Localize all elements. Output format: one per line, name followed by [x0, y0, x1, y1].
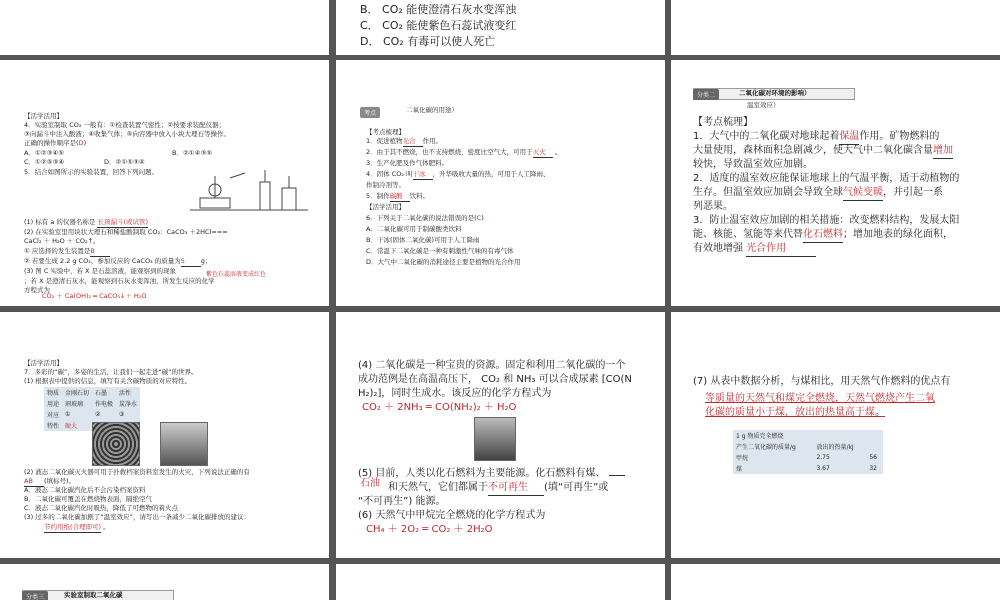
category-tag: 分类三	[22, 591, 48, 600]
q5-3: (3) 图 C 实验中，若 X 是石蕊溶液，能观察到的现象	[24, 267, 177, 275]
category-title: 实验室制取二氧化碳	[64, 591, 123, 599]
para-3b: 能、核能、氢能等来代替化石燃料；增加地表的绿化面积，	[693, 228, 953, 243]
section-tag: 考点	[360, 107, 380, 118]
para-3a: 3．防止温室效应加剧的相关措施：改变燃料结构，发展太阳	[693, 215, 960, 226]
slide-carbon-world	[0, 312, 329, 558]
q6-option-b: B．干冰(固体二氧化碳)可用于人工降雨	[366, 236, 480, 244]
lab-apparatus-diagram	[190, 168, 310, 216]
para-2c: 列恶果。	[693, 201, 733, 212]
use-4b: 作制冷剂等。	[366, 181, 405, 189]
slide-fuel-compare	[671, 312, 1000, 558]
q5-1: (1) 标有 a 的仪器名称是 长颈漏斗(或试管)	[24, 218, 149, 226]
use-2: 2．由于其不燃烧，也不支持燃烧，密度比空气大，可用于灭火 。	[366, 148, 562, 156]
q7-option-b: B．二氧化碳可覆盖在燃烧物表面，隔绝空气	[24, 495, 152, 503]
use-5: 5．制作碳酸 饮料。	[366, 192, 430, 200]
slide-top-right	[671, 0, 1000, 55]
q5-3b: ；若 X 是澄清石灰水，能观察到石灰水变浑浊，所发生反应的化学	[24, 277, 215, 285]
q5-2d: ② 若要生成 2.2 g CO₂，参加反应的 CaCO₃ 的质量为5 g；	[24, 257, 212, 265]
q5-text: (5) 目前，人类以化石燃料为主要能源。化石燃料有煤、	[358, 467, 625, 481]
section-title: 温室效应）	[747, 101, 780, 109]
q4-text: 4．实验室制取 CO₂ 一般有：①检查装置气密性；②按要求装配仪器；	[24, 121, 226, 129]
section-title: 【活学活用】	[24, 359, 63, 367]
q4-text-2: ③向漏斗中注入酸液；④收集气体；⑤向容器中放入小块大理石等操作。	[24, 130, 230, 138]
slide-co2-resource	[336, 312, 665, 558]
q6-option-c: C．常温下二氧化碳是一种有刺激性气味的有毒气体	[366, 247, 514, 255]
table-row: 物质 金刚石切 石墨 活性	[47, 390, 132, 397]
use-3: 3．生产化肥及作气体肥料。	[366, 159, 449, 167]
para-1c: 较快，导致温室效应加剧。	[693, 159, 813, 170]
q5-answer: 石油	[360, 478, 380, 489]
q5-text-3: “不可再生”) 能源。	[358, 496, 446, 507]
q5-3-answer: 紫色石蕊溶液变成红色	[206, 271, 267, 278]
q7-option-a: A．液态二氧化碳汽化后不会污染档案资料	[24, 486, 146, 494]
q4-option-b: B．②①④③⑤	[172, 149, 213, 157]
slide-top-left	[0, 0, 329, 55]
q7-2b: AB (填标号)。	[24, 477, 76, 485]
q4-text-2: 成功范例是在高温高压下， CO₂ 和 NH₃ 可以合成尿素 [CO(N	[358, 374, 632, 385]
para-3c: 有效地增强 光合作用	[693, 242, 816, 257]
table-row: 甲烷 2.75 56	[736, 454, 877, 462]
option-d: D． CO₂ 有毒可以使人死亡	[360, 35, 496, 48]
q7-1-text: (1) 根据表中提供的信息，填写有关含碳物质的对应特性。	[24, 377, 192, 385]
slide-bottom-right	[671, 564, 1000, 600]
subsection-title: 【考点梳理】	[693, 117, 753, 128]
q7-answer-2: 化碳的质量小于煤，放出的热量高于煤。	[705, 407, 885, 418]
graphite-image	[160, 422, 208, 466]
q4-text: (4) 二氧化碳是一种宝贵的资源。固定和利用二氧化碳的一个	[358, 360, 626, 371]
para-1a: 1．大气中的二氧化碳对地球起着保温作用。矿物燃料的	[693, 130, 939, 145]
option-b: B． CO₂ 能使澄清石灰水变浑浊	[360, 3, 517, 16]
q5-text: 5．结合如图所示的实验装置，回答下列问题。	[24, 168, 159, 176]
slide-co2-uses	[336, 60, 665, 306]
q6-option-d: D．大气中二氧化碳的消耗途径主要是植物的光合作用	[366, 258, 521, 266]
q6-text: (6) 天然气中甲烷完全燃烧的化学方程式为	[358, 510, 546, 521]
q7-3: (3) 过多的二氧化碳加剧了“温室效应”，请写出一条减少二氧化碳排放的建议：	[24, 513, 251, 521]
q7-answer: 等质量的天然气和煤完全燃烧，天然气燃烧产生二氧	[705, 393, 935, 404]
q5-2c-answer: B	[90, 247, 110, 257]
q7-text: (7) 从表中数据分析，与煤相比，用天然气作燃料的优点有	[693, 376, 951, 387]
option-c: C． CO₂ 能使紫色石蕊试液变红	[360, 19, 517, 32]
slide-co2-environment	[671, 60, 1000, 306]
q4-option-d: D．②①⑤③④	[104, 158, 145, 166]
subsection-title: 【考点梳理】	[366, 128, 405, 136]
q5-3c: 方程式为	[24, 286, 50, 294]
q5-3c-answer: CO₂ ＋ Ca(OH)₂ ═ CaCO₃↓＋ H₂O	[42, 292, 147, 300]
table-row: 用途 割玻璃 作电极 炭净水	[47, 401, 138, 408]
q6-option-a: A．二氧化碳可用于制碳酸类饮料	[366, 225, 462, 233]
q4-option-c: C．①②⑤③④	[24, 158, 65, 166]
table-row: 特性 硬大	[47, 423, 78, 430]
slide-bottom-left	[0, 564, 329, 600]
q4-option-a: A．①②③④⑤	[24, 149, 65, 157]
table-row: 产生二氧化碳的质量/g 放出的热量/kJ	[736, 444, 854, 451]
q5-2: (2) 在实验室里用块状大理石和稀盐酸制取 CO₂：CaCO₃ ＋2HCl===	[24, 228, 228, 236]
category-title: 二氧化碳对环境的影响）	[739, 89, 811, 97]
q5-2b: CaCl₂ ＋ H₂O ＋ CO₂↑。	[24, 237, 100, 245]
fuel-table	[733, 430, 883, 474]
q5-2c: ① 应选择的发生装置是B	[24, 247, 110, 257]
para-2a: 2．适度的温室效应能保证地球上的气温平衡，适于动植物的	[693, 173, 960, 184]
q7-option-c: C．液态二氧化碳汽化时吸热，降低了可燃物的着火点	[24, 504, 179, 512]
table-row: 煤 3.67 32	[736, 465, 877, 473]
section-title: 二氧化碳的用途）	[406, 106, 458, 114]
q5-text-2: 和天然气，它们都属于不可再生 (填“可再生”或	[358, 481, 608, 496]
q5-1-answer: 长颈漏斗(或试管)	[97, 218, 149, 226]
table-row: 1 g 物质完全燃烧	[736, 433, 784, 440]
use-1: 1．促进植物光合 作用。	[366, 137, 443, 145]
section-title: 【活学活用】	[24, 112, 63, 120]
para-1b: 大量使用，森林面积急剧减少，使大气中二氧化碳含量增加	[693, 144, 953, 159]
slide-q3-options	[336, 0, 665, 55]
subsection-title-2: 【活学活用】	[366, 203, 405, 211]
q4-text-3: H₂)₂]，同时生成水。该反应的化学方程式为	[358, 388, 552, 399]
q6-answer: CH₄ ＋ 2O₂ ═ CO₂ ＋ 2H₂O	[366, 524, 493, 535]
q7-3-answer-line: 节约用纸(合理即可) 。	[44, 523, 110, 531]
slide-bottom-middle	[336, 564, 665, 600]
table-row: 对应 ① ② ③	[47, 411, 125, 419]
q4-answer: CO₂ ＋ 2NH₃ ═ CO(NH₂)₂ ＋ H₂O	[362, 402, 517, 413]
q7-text: 7．多彩的“碳”，多姿的生活，让我们一起走进“碳”的世界。	[24, 368, 198, 376]
q5-2d-answer: 5	[181, 257, 201, 267]
q7-2: (2) 液态二氧化碳灭火器可用于扑救档案资料室发生的火灾，下列说法正确的有	[24, 468, 250, 476]
q6: 6．下列关于二氧化碳的说法错误的是(C)	[366, 214, 484, 222]
q4-text-3: 正确的操作顺序是(D)	[24, 139, 87, 147]
use-4: 4．固体 CO₂ 叫干冰 ，升华吸收大量的热，可用于人工降雨、	[366, 170, 550, 178]
slide-practice-4-5	[0, 60, 329, 306]
diamond-image	[92, 422, 140, 466]
category-tag: 分类二	[693, 89, 719, 100]
factory-image	[474, 417, 516, 461]
para-2b: 生存。但温室效应加剧会导致全球气候变暖，并引起一系	[693, 186, 943, 201]
q4-answer: D	[78, 139, 84, 147]
